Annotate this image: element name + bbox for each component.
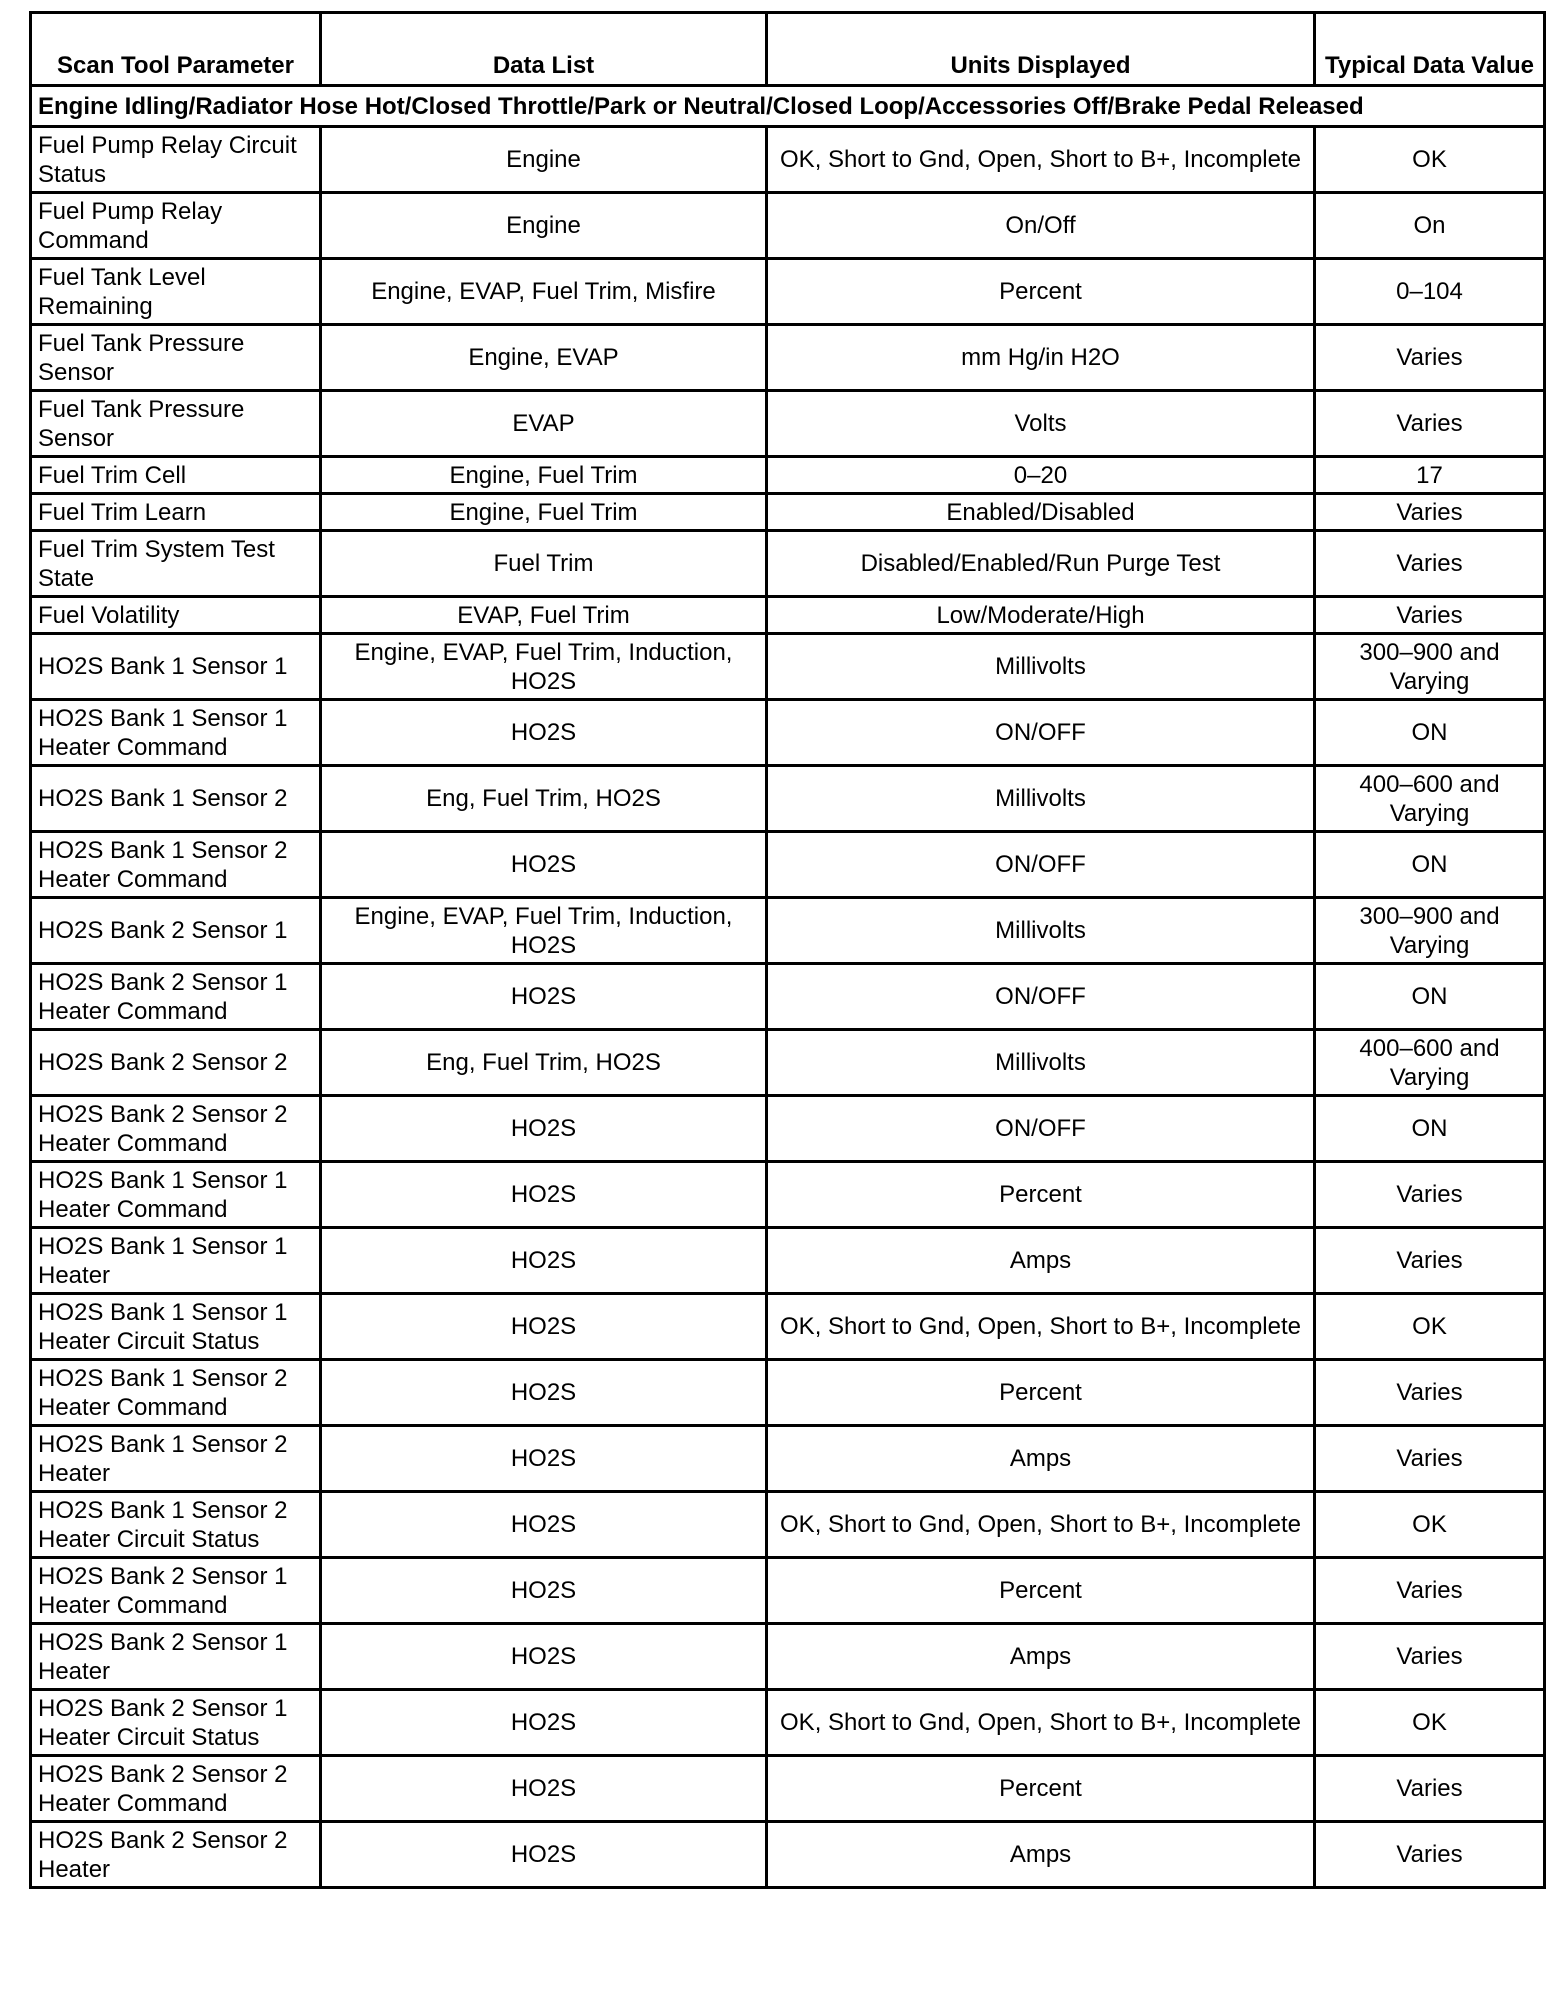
section-row — [31, 86, 1545, 127]
cell-parameter: HO2S Bank 1 Sensor 1 Heater — [31, 1228, 321, 1294]
cell-typical-value: ON — [1315, 700, 1545, 766]
cell-units: Percent — [767, 1558, 1315, 1624]
cell-units: Enabled/Disabled — [767, 494, 1315, 531]
cell-parameter: Fuel Trim System Test State — [31, 531, 321, 597]
cell-units: OK, Short to Gnd, Open, Short to B+, Incomplete — [767, 127, 1315, 193]
cell-data-list: EVAP, Fuel Trim — [321, 597, 767, 634]
cell-data-list: HO2S — [321, 1492, 767, 1558]
cell-typical-value: 0–104 — [1315, 259, 1545, 325]
cell-typical-value: Varies — [1315, 597, 1545, 634]
cell-parameter: HO2S Bank 2 Sensor 1 Heater Command — [31, 964, 321, 1030]
table-row — [31, 1558, 1545, 1624]
cell-data-list: Engine, Fuel Trim — [321, 494, 767, 531]
cell-parameter: Fuel Tank Level Remaining — [31, 259, 321, 325]
cell-typical-value: Varies — [1315, 1162, 1545, 1228]
cell-data-list: EVAP — [321, 391, 767, 457]
cell-data-list: HO2S — [321, 700, 767, 766]
table-row — [31, 1756, 1545, 1822]
cell-data-list: HO2S — [321, 1360, 767, 1426]
table-row — [31, 531, 1545, 597]
cell-parameter: HO2S Bank 2 Sensor 1 Heater Command — [31, 1558, 321, 1624]
cell-parameter: HO2S Bank 2 Sensor 2 Heater Command — [31, 1096, 321, 1162]
cell-data-list: HO2S — [321, 1162, 767, 1228]
cell-units: Amps — [767, 1228, 1315, 1294]
cell-units: ON/OFF — [767, 964, 1315, 1030]
cell-parameter: Fuel Tank Pressure Sensor — [31, 391, 321, 457]
table-row — [31, 1492, 1545, 1558]
cell-units: Millivolts — [767, 898, 1315, 964]
cell-units: Amps — [767, 1822, 1315, 1888]
cell-data-list: HO2S — [321, 1426, 767, 1492]
cell-units: Millivolts — [767, 766, 1315, 832]
cell-typical-value: Varies — [1315, 531, 1545, 597]
cell-units: Amps — [767, 1426, 1315, 1492]
cell-parameter: HO2S Bank 1 Sensor 2 — [31, 766, 321, 832]
cell-data-list: Engine, EVAP — [321, 325, 767, 391]
cell-typical-value: OK — [1315, 1690, 1545, 1756]
cell-data-list: Engine — [321, 127, 767, 193]
table-row — [31, 127, 1545, 193]
header-data-list: Data List — [321, 13, 767, 86]
cell-typical-value: 300–900 and Varying — [1315, 634, 1545, 700]
cell-data-list: HO2S — [321, 964, 767, 1030]
cell-typical-value: Varies — [1315, 1558, 1545, 1624]
cell-parameter: HO2S Bank 2 Sensor 1 — [31, 898, 321, 964]
cell-units: Percent — [767, 259, 1315, 325]
cell-units: Low/Moderate/High — [767, 597, 1315, 634]
cell-typical-value: 400–600 and Varying — [1315, 1030, 1545, 1096]
cell-typical-value: Varies — [1315, 391, 1545, 457]
cell-units: Disabled/Enabled/Run Purge Test — [767, 531, 1315, 597]
cell-parameter: HO2S Bank 2 Sensor 2 — [31, 1030, 321, 1096]
table-header — [31, 13, 1545, 86]
table-row — [31, 1426, 1545, 1492]
cell-units: ON/OFF — [767, 700, 1315, 766]
cell-parameter: HO2S Bank 1 Sensor 1 — [31, 634, 321, 700]
section-title: Engine Idling/Radiator Hose Hot/Closed Throttle/Park or Neutral/Closed Loop/Accessories Off/Brake Pedal Released — [31, 86, 1545, 127]
cell-data-list: Engine, EVAP, Fuel Trim, Misfire — [321, 259, 767, 325]
cell-data-list: HO2S — [321, 832, 767, 898]
cell-data-list: Fuel Trim — [321, 531, 767, 597]
cell-parameter: HO2S Bank 2 Sensor 1 Heater — [31, 1624, 321, 1690]
cell-data-list: HO2S — [321, 1690, 767, 1756]
cell-parameter: HO2S Bank 2 Sensor 1 Heater Circuit Status — [31, 1690, 321, 1756]
cell-units: Millivolts — [767, 634, 1315, 700]
table-row — [31, 1030, 1545, 1096]
cell-parameter: Fuel Tank Pressure Sensor — [31, 325, 321, 391]
table-row — [31, 391, 1545, 457]
header-units-displayed: Units Displayed — [767, 13, 1315, 86]
header-typical-data-value: Typical Data Value — [1315, 13, 1545, 86]
cell-units: mm Hg/in H2O — [767, 325, 1315, 391]
cell-parameter: HO2S Bank 1 Sensor 2 Heater Command — [31, 832, 321, 898]
cell-data-list: HO2S — [321, 1822, 767, 1888]
cell-typical-value: ON — [1315, 832, 1545, 898]
cell-parameter: HO2S Bank 2 Sensor 2 Heater Command — [31, 1756, 321, 1822]
cell-typical-value: Varies — [1315, 325, 1545, 391]
cell-units: ON/OFF — [767, 1096, 1315, 1162]
cell-parameter: HO2S Bank 1 Sensor 2 Heater — [31, 1426, 321, 1492]
cell-units: 0–20 — [767, 457, 1315, 494]
cell-typical-value: ON — [1315, 964, 1545, 1030]
cell-data-list: HO2S — [321, 1096, 767, 1162]
table-row — [31, 1228, 1545, 1294]
table-row — [31, 634, 1545, 700]
cell-units: Volts — [767, 391, 1315, 457]
table-row — [31, 1360, 1545, 1426]
cell-data-list: Engine, Fuel Trim — [321, 457, 767, 494]
cell-typical-value: OK — [1315, 127, 1545, 193]
cell-units: ON/OFF — [767, 832, 1315, 898]
cell-parameter: HO2S Bank 1 Sensor 2 Heater Command — [31, 1360, 321, 1426]
cell-typical-value: Varies — [1315, 1624, 1545, 1690]
cell-units: OK, Short to Gnd, Open, Short to B+, Incomplete — [767, 1294, 1315, 1360]
cell-units: OK, Short to Gnd, Open, Short to B+, Incomplete — [767, 1690, 1315, 1756]
table-row — [31, 1162, 1545, 1228]
cell-typical-value: 300–900 and Varying — [1315, 898, 1545, 964]
cell-units: Millivolts — [767, 1030, 1315, 1096]
cell-typical-value: OK — [1315, 1492, 1545, 1558]
table-row — [31, 1294, 1545, 1360]
cell-typical-value: Varies — [1315, 1426, 1545, 1492]
header-row — [31, 13, 1545, 86]
cell-typical-value: Varies — [1315, 1756, 1545, 1822]
cell-units: Percent — [767, 1162, 1315, 1228]
table-row — [31, 494, 1545, 531]
cell-typical-value: OK — [1315, 1294, 1545, 1360]
cell-typical-value: Varies — [1315, 494, 1545, 531]
cell-parameter: Fuel Trim Cell — [31, 457, 321, 494]
cell-parameter: Fuel Pump Relay Command — [31, 193, 321, 259]
cell-typical-value: On — [1315, 193, 1545, 259]
cell-typical-value: Varies — [1315, 1822, 1545, 1888]
scan-tool-data-table — [29, 11, 1546, 1889]
cell-parameter: Fuel Trim Learn — [31, 494, 321, 531]
header-scan-tool-parameter: Scan Tool Parameter — [31, 13, 321, 86]
cell-typical-value: ON — [1315, 1096, 1545, 1162]
cell-units: Percent — [767, 1756, 1315, 1822]
cell-units: On/Off — [767, 193, 1315, 259]
table-row — [31, 898, 1545, 964]
cell-data-list: HO2S — [321, 1624, 767, 1690]
table-row — [31, 964, 1545, 1030]
cell-parameter: HO2S Bank 2 Sensor 2 Heater — [31, 1822, 321, 1888]
table-row — [31, 832, 1545, 898]
table-row — [31, 766, 1545, 832]
table-row — [31, 597, 1545, 634]
table-row — [31, 1822, 1545, 1888]
table-row — [31, 193, 1545, 259]
cell-parameter: HO2S Bank 1 Sensor 1 Heater Circuit Status — [31, 1294, 321, 1360]
cell-data-list: HO2S — [321, 1558, 767, 1624]
cell-typical-value: Varies — [1315, 1360, 1545, 1426]
table-row — [31, 1096, 1545, 1162]
table-row — [31, 325, 1545, 391]
cell-data-list: Eng, Fuel Trim, HO2S — [321, 766, 767, 832]
cell-parameter: Fuel Volatility — [31, 597, 321, 634]
table-body — [31, 86, 1545, 1888]
cell-data-list: HO2S — [321, 1756, 767, 1822]
cell-data-list: Engine, EVAP, Fuel Trim, Induction, HO2S — [321, 634, 767, 700]
cell-typical-value: Varies — [1315, 1228, 1545, 1294]
cell-parameter: HO2S Bank 1 Sensor 1 Heater Command — [31, 700, 321, 766]
table-row — [31, 259, 1545, 325]
cell-units: OK, Short to Gnd, Open, Short to B+, Incomplete — [767, 1492, 1315, 1558]
cell-data-list: HO2S — [321, 1228, 767, 1294]
cell-units: Percent — [767, 1360, 1315, 1426]
cell-parameter: HO2S Bank 1 Sensor 2 Heater Circuit Status — [31, 1492, 321, 1558]
cell-data-list: Eng, Fuel Trim, HO2S — [321, 1030, 767, 1096]
cell-typical-value: 400–600 and Varying — [1315, 766, 1545, 832]
cell-parameter: HO2S Bank 1 Sensor 1 Heater Command — [31, 1162, 321, 1228]
table-row — [31, 1624, 1545, 1690]
cell-parameter: Fuel Pump Relay Circuit Status — [31, 127, 321, 193]
cell-data-list: HO2S — [321, 1294, 767, 1360]
cell-data-list: Engine — [321, 193, 767, 259]
table-row — [31, 1690, 1545, 1756]
cell-data-list: Engine, EVAP, Fuel Trim, Induction, HO2S — [321, 898, 767, 964]
table-row — [31, 457, 1545, 494]
cell-typical-value: 17 — [1315, 457, 1545, 494]
table-row — [31, 700, 1545, 766]
cell-units: Amps — [767, 1624, 1315, 1690]
